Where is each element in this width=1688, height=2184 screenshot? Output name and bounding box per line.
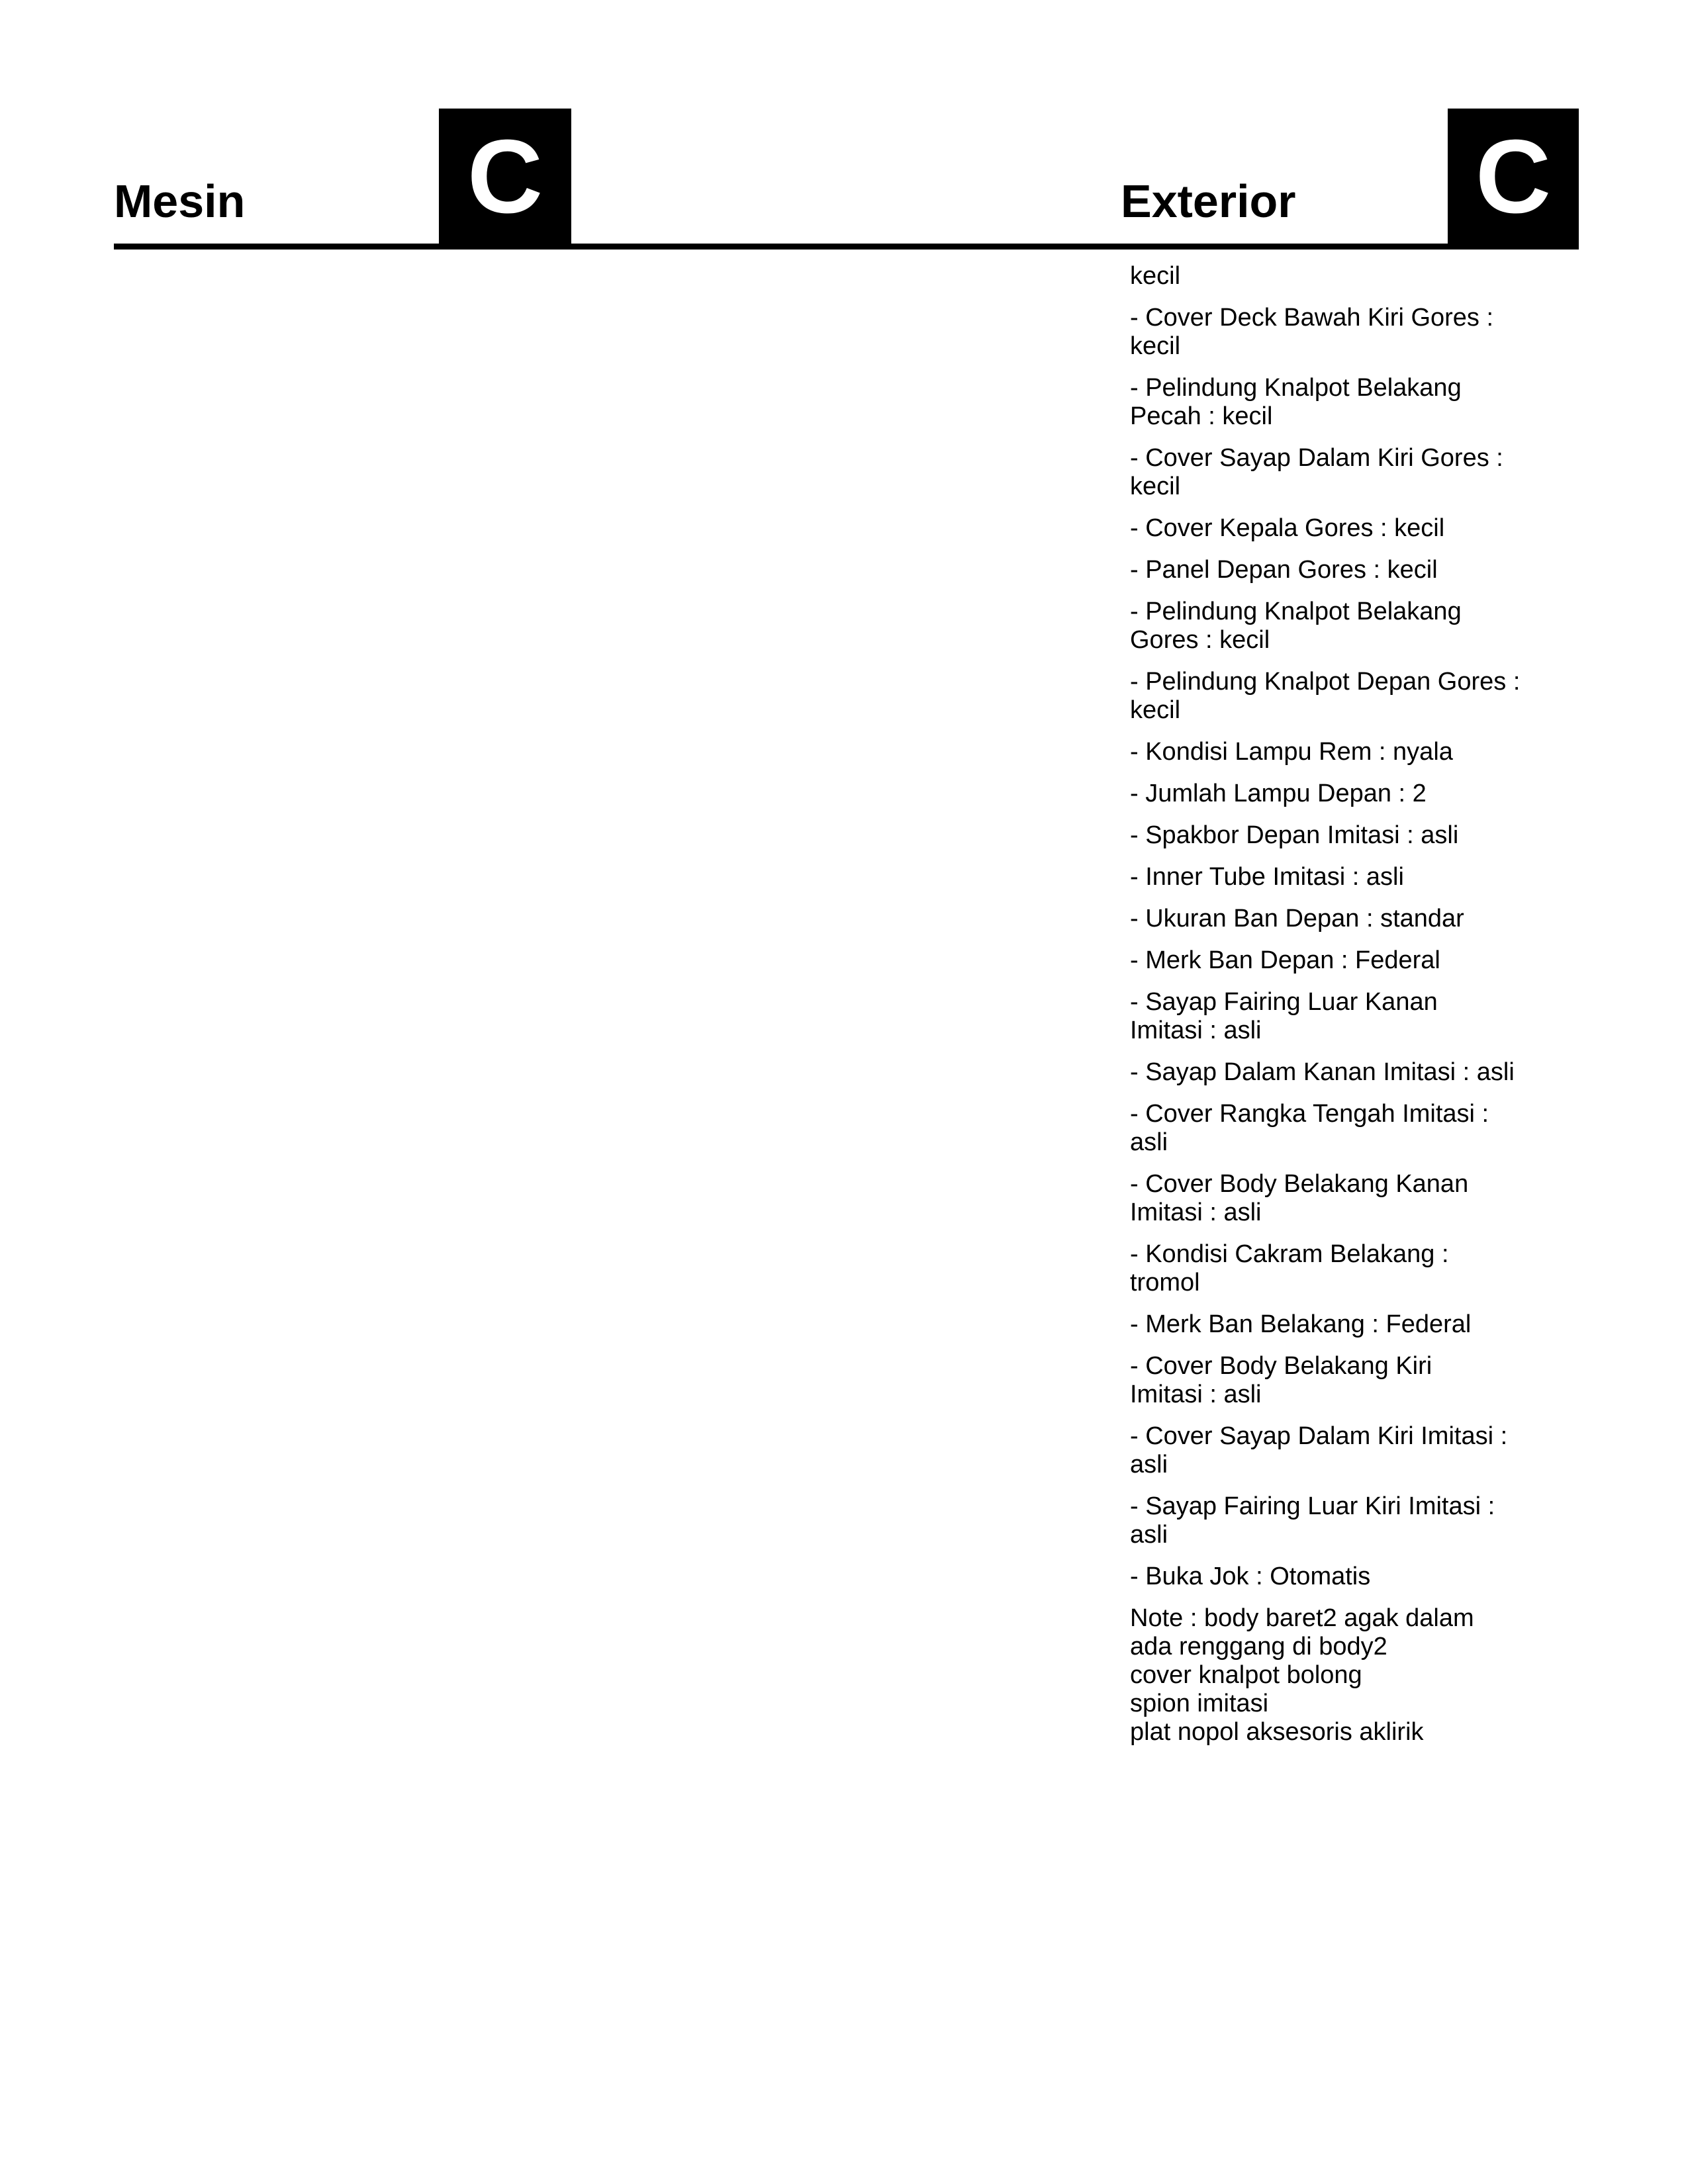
list-item: - Inner Tube Imitasi : asli [1130,863,1404,891]
list-item: - Spakbor Depan Imitasi : asli [1130,821,1459,849]
list-item: - Cover Sayap Dalam Kiri Imitasi : asli [1130,1422,1508,1479]
list-item: kecil [1130,262,1181,290]
list-item: - Ukuran Ban Depan : standar [1130,905,1464,933]
list-item: - Jumlah Lampu Depan : 2 [1130,780,1427,807]
list-item: - Sayap Dalam Kanan Imitasi : asli [1130,1058,1515,1086]
list-item: - Pelindung Knalpot Belakang Gores : kecil [1130,598,1462,654]
list-item: - Cover Sayap Dalam Kiri Gores : kecil [1130,444,1503,500]
list-item: - Pelindung Knalpot Depan Gores : kecil [1130,668,1521,724]
grade-badge-exterior [1448,109,1579,246]
list-item: - Cover Body Belakang Kiri Imitasi : asli [1130,1352,1432,1408]
section-title-mesin: Mesin [114,175,246,227]
list-item: - Cover Rangka Tengah Imitasi : asli [1130,1100,1489,1156]
list-item: - Buka Jok : Otomatis [1130,1563,1371,1590]
list-item: - Cover Kepala Gores : kecil [1130,514,1445,542]
grade-letter-exterior: C [1475,118,1552,235]
list-item: - Merk Ban Depan : Federal [1130,946,1440,974]
grade-letter-mesin: C [467,118,543,235]
list-item: - Sayap Fairing Luar Kiri Imitasi : asli [1130,1492,1495,1549]
list-item: - Kondisi Lampu Rem : nyala [1130,738,1453,766]
header-divider-line [114,244,1579,250]
list-item: - Kondisi Cakram Belakang : tromol [1130,1240,1449,1297]
list-item: - Merk Ban Belakang : Federal [1130,1310,1472,1338]
section-title-exterior: Exterior [1121,175,1296,227]
list-item: - Cover Deck Bawah Kiri Gores : kecil [1130,304,1494,360]
list-item: - Pelindung Knalpot Belakang Pecah : kecil [1130,374,1462,430]
list-item: - Cover Body Belakang Kanan Imitasi : asli [1130,1170,1469,1226]
exterior-item-list [1130,262,1593,1760]
list-item: - Sayap Fairing Luar Kanan Imitasi : asli [1130,988,1438,1044]
note-block: Note : body baret2 agak dalam ada renggang di body2 cover knalpot bolong spion imitasi plat nopol aksesoris aklirik [1130,1604,1474,1746]
list-item: - Panel Depan Gores : kecil [1130,556,1438,584]
grade-badge-mesin [439,109,571,246]
